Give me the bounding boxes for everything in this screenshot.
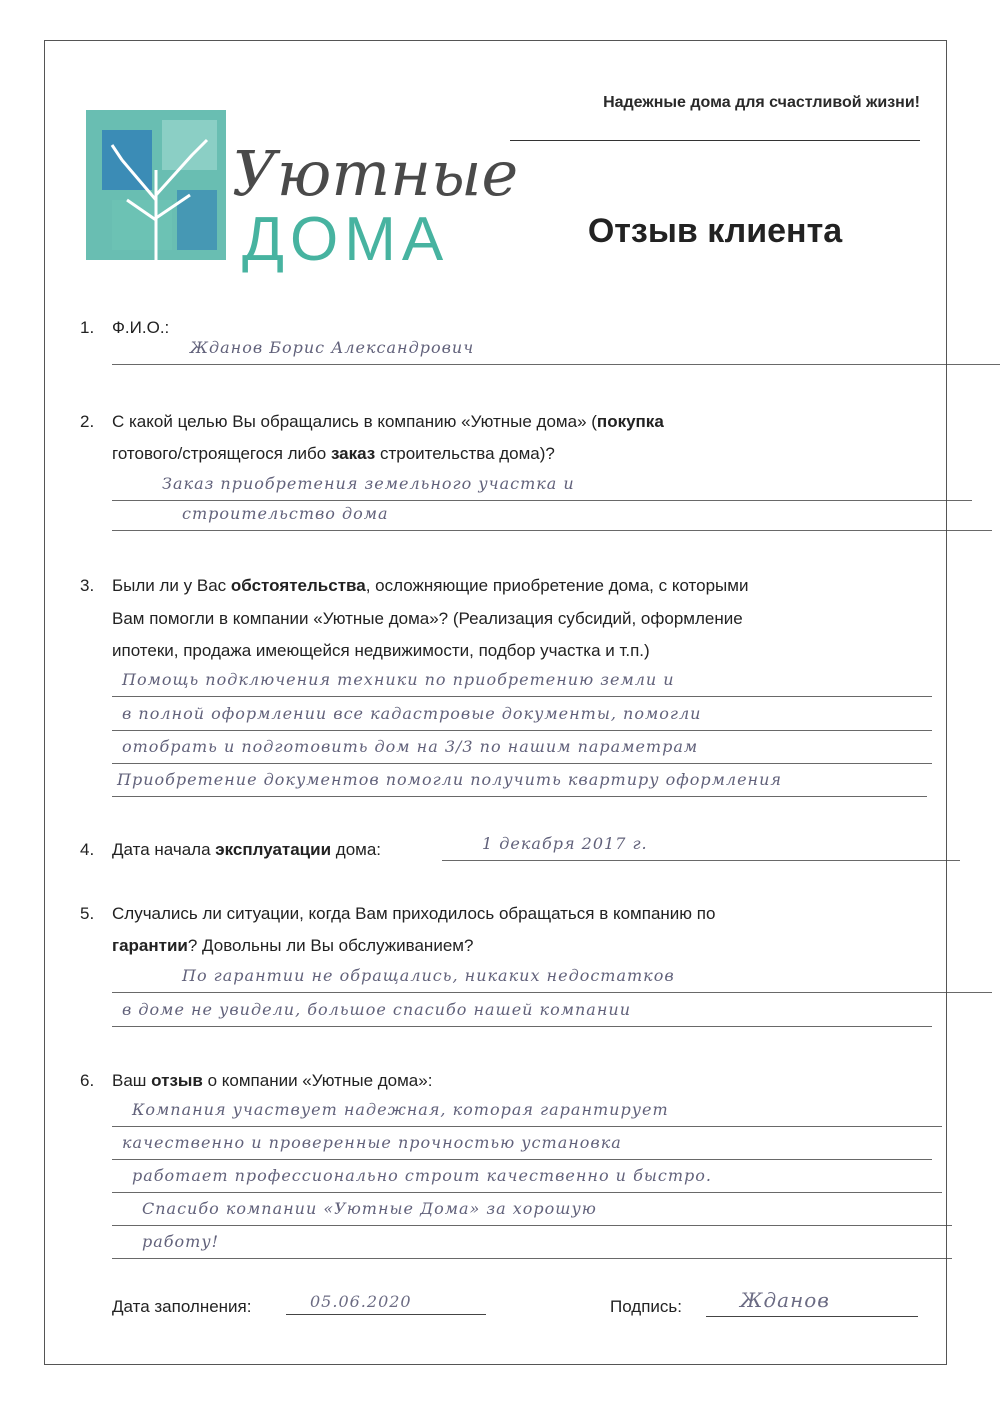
answer-4-field[interactable]: 1 декабря 2017 г. [442,830,960,861]
answer-3-line-4[interactable]: Приобретение документов помогли получить квартиру оформления [112,766,927,797]
answer-3-line-2[interactable]: в полной оформлении все кадастровые документы, помогли [112,700,932,731]
answer-2-line-1[interactable]: Заказ приобретения земельного участка и [112,470,972,501]
question-2: 2. С какой целью Вы обращались в компанию «Уютные дома» (покупка [80,412,664,431]
tagline: Надежные дома для счастливой жизни! [603,94,920,111]
document-title: Отзыв клиента [587,212,843,250]
question-2-line-2: готового/строящегося либо заказ строительства дома)? [112,444,555,463]
answer-6-line-4[interactable]: Спасибо компании «Уютные Дома» за хорошую [112,1195,952,1226]
question-3-line-2: Вам помогли в компании «Уютные дома»? (Реализация субсидий, оформление [112,609,743,628]
answer-1-field[interactable]: Жданов Борис Александрович [112,334,1000,365]
answer-3-line-3[interactable]: отобрать и подготовить дом на 3/3 по нашим параметрам [112,733,932,764]
signature-label: Подпись: [610,1297,683,1316]
answer-6-line-3[interactable]: работает профессионально строит качественно и быстро. [112,1162,942,1193]
question-4: 4. Дата начала эксплуатации дома: [80,840,382,859]
date-line [286,1314,486,1315]
answer-6-line-1[interactable]: Компания участвует надежная, которая гарантирует [112,1096,942,1127]
question-3: 3. Были ли у Вас обстоятельства, осложняющие приобретение дома, с которыми [80,576,749,595]
answer-5-line-2[interactable]: в доме не увидели, большое спасибо нашей компании [112,996,932,1027]
date-value[interactable]: 05.06.2020 [310,1292,412,1311]
question-3-line-3: ипотеки, продажа имеющейся недвижимости, подбор участка и т.п.) [112,641,650,660]
question-1: 1. Ф.И.О.: [80,318,170,337]
answer-3-line-1[interactable]: Помощь подключения техники по приобретению земли и [112,666,932,697]
company-logo [82,100,519,274]
date-label: Дата заполнения: [112,1297,252,1316]
answer-6-line-5[interactable]: работу! [112,1228,952,1259]
question-6: 6. Ваш отзыв о компании «Уютные дома»: [80,1071,433,1090]
signature-line [706,1316,918,1317]
question-5-line-2: гарантии? Довольны ли Вы обслуживанием? [112,936,474,955]
logo-script-text: Уютные [232,137,519,210]
question-5: 5. Случались ли ситуации, когда Вам приходилось обращаться в компанию по [80,904,716,923]
signature-value[interactable]: Жданов [740,1288,830,1312]
tagline-rule [510,140,920,141]
answer-2-line-2[interactable]: строительство дома [112,500,992,531]
answer-6-line-2[interactable]: качественно и проверенные прочностью установка [112,1129,932,1160]
answer-5-line-1[interactable]: По гарантии не обращались, никаких недостатков [112,962,992,993]
logo-caps-text: ДОМА [242,205,450,274]
